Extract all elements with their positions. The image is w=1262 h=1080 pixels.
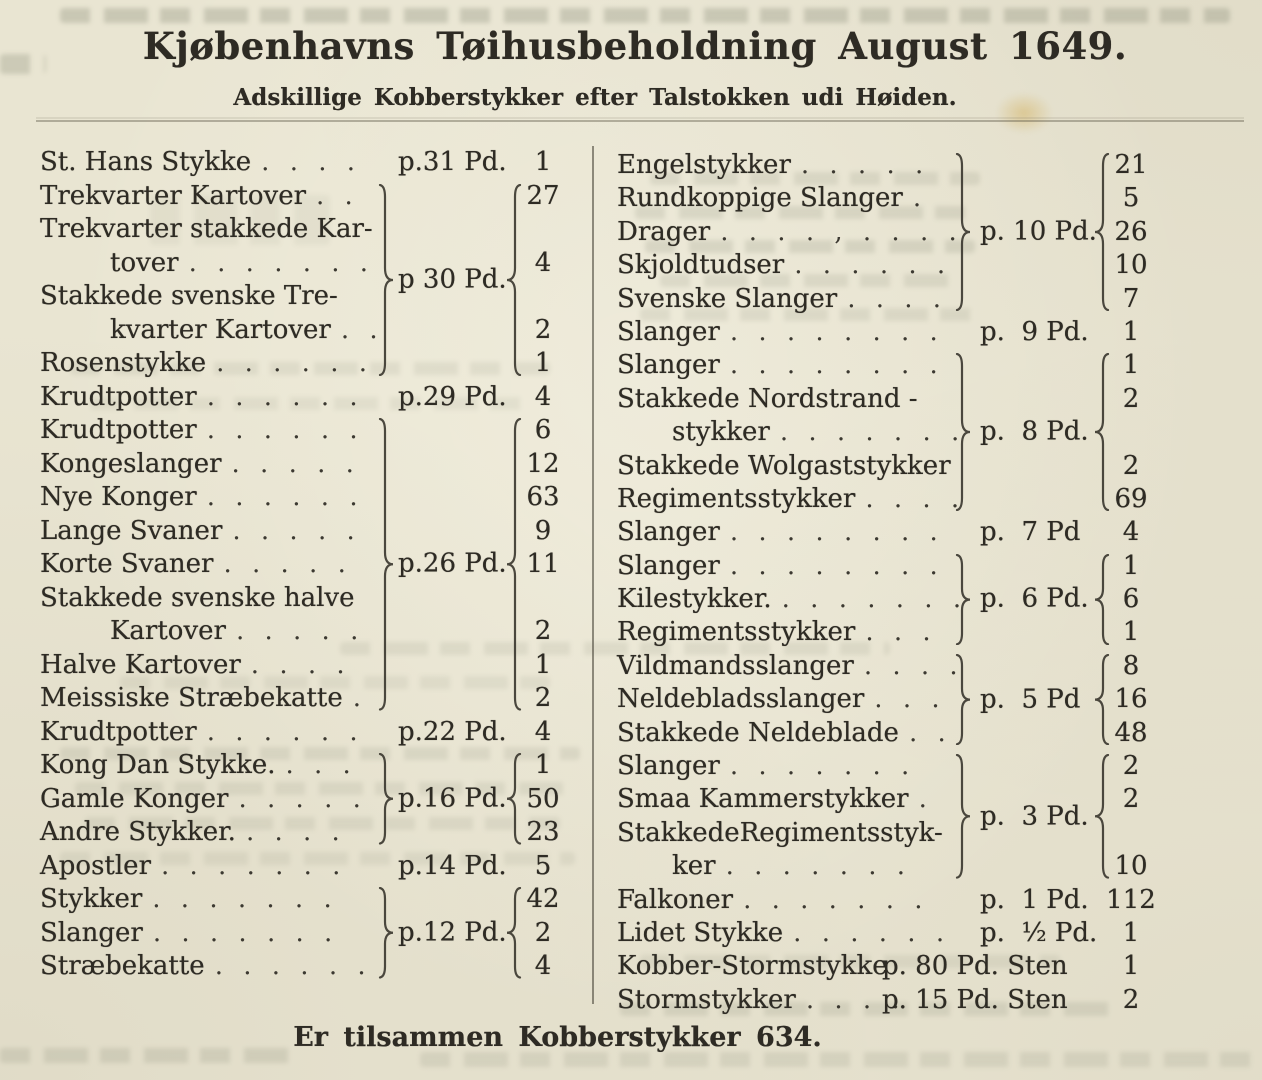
inventory-row [617, 650, 1217, 683]
leader-dots: . . . . . . [214, 951, 372, 981]
inventory-row [617, 149, 1217, 182]
opening-brace [506, 887, 522, 979]
item-name: Stakkede Neldeblade [617, 717, 899, 748]
count-value: 42 [526, 884, 560, 914]
item-name: Slanger [40, 917, 143, 948]
count-value: 23 [526, 817, 560, 847]
opening-brace [1094, 554, 1110, 645]
item-name: Svenske Slanger [617, 283, 838, 314]
count-value: 6 [534, 415, 552, 445]
leader-dots: . . . . [261, 147, 362, 177]
inventory-row [617, 416, 1217, 449]
pound-label: p. 6 Pd. [980, 583, 1089, 614]
count-value: 69 [1114, 483, 1148, 514]
leader-dots: . . . . [805, 984, 906, 1015]
item-name: Rundkoppige Slanger [617, 183, 903, 214]
bleed-through-smudge [420, 1052, 1260, 1067]
pound-label: p. 10 Pd. [980, 216, 1097, 247]
leader-dots: . . . . [245, 817, 346, 847]
count-value: 4 [534, 247, 552, 278]
inventory-row [617, 583, 1217, 616]
leader-dots: . . . . . . . [743, 884, 929, 915]
item-name: Slanger [617, 517, 720, 548]
pound-label: p. 8 Pd. [980, 416, 1089, 447]
leader-dots: . . . . . . . [161, 850, 347, 881]
inventory-row [617, 283, 1217, 316]
item-name: Slanger [617, 751, 720, 782]
count-value: 12 [526, 448, 560, 479]
count-value: 5 [534, 850, 552, 881]
leader-dots: . . . . . . [793, 917, 951, 948]
count-value: 1 [1122, 350, 1140, 381]
item-name: Stormstykker [617, 984, 796, 1015]
pound-label: p.14 Pd. [398, 850, 507, 881]
leader-dots: . . . . . [235, 616, 365, 646]
item-name: Regimentsstykker [617, 617, 856, 648]
count-value: 10 [1114, 250, 1148, 281]
leader-dots: . . . . , . . . . [720, 216, 963, 247]
count-value: 2 [534, 683, 552, 713]
inventory-row [40, 716, 593, 750]
count-value: 26 [1114, 216, 1148, 247]
inventory-row [617, 182, 1217, 215]
item-name: Smaa Kammerstykker [617, 784, 909, 815]
item-name: Stykker [40, 884, 143, 914]
count-value: 1 [1122, 951, 1140, 982]
item-name: Stræbekatte [40, 951, 205, 981]
closing-brace [955, 353, 971, 511]
item-name: Stakkede svenske Tre- [40, 281, 338, 311]
inventory-row [617, 817, 1217, 850]
table-column-left [40, 146, 593, 984]
inventory-row [617, 483, 1217, 516]
leader-dots: . . . . . . . [725, 851, 912, 882]
item-name: Lidet Stykke [617, 917, 784, 948]
item-name: Trekvarter Kartover [40, 180, 307, 211]
leader-dots: . . [908, 717, 952, 748]
item-name: Nye Konger [40, 482, 197, 512]
leader-dots: . . . . . [232, 515, 361, 546]
item-name: Slanger [617, 550, 720, 581]
page-title: Kjøbenhavns Tøihusbeholdning August 1649. [142, 24, 1128, 68]
count-value: 9 [534, 515, 552, 546]
count-value: 1 [1122, 917, 1140, 948]
item-name: tover [110, 247, 179, 278]
item-name: Andre Stykker. [40, 817, 236, 847]
leader-dots: . . . . . . . . [729, 517, 944, 548]
inventory-row [617, 984, 1217, 1017]
leader-dots: . . . . [250, 649, 351, 680]
inventory-row [617, 349, 1217, 382]
pound-label: p. 3 Pd. [980, 800, 1089, 831]
leader-dots: . [912, 183, 928, 214]
pound-label: p. 1 Pd. [980, 884, 1089, 915]
count-value: 8 [1122, 650, 1140, 681]
count-value: 2 [534, 917, 552, 948]
count-value: 4 [534, 951, 552, 981]
item-name: Slanger [617, 350, 720, 381]
opening-brace [506, 418, 522, 711]
pound-label: p.26 Pd. [398, 548, 507, 579]
item-name: St. Hans Stykke [40, 147, 252, 177]
count-value: 112 [1106, 884, 1156, 915]
opening-brace [1094, 754, 1110, 879]
inventory-row [617, 550, 1217, 583]
item-name: ker [672, 851, 716, 882]
inventory-row [617, 917, 1217, 950]
leader-dots: . . [316, 180, 359, 211]
count-value: 2 [1122, 450, 1140, 481]
inventory-row [40, 381, 593, 415]
leader-dots: . . . . . . . [781, 584, 968, 615]
count-value: 21 [1114, 150, 1148, 180]
count-value: 10 [1114, 851, 1148, 882]
pound-label: p.16 Pd. [398, 783, 507, 814]
count-value: 27 [526, 180, 560, 211]
item-name: Stakkede Nordstrand - [617, 383, 918, 414]
item-name: Kong Dan Stykke. [40, 750, 276, 780]
item-name: Meissiske Stræbekatte [40, 683, 343, 713]
pound-label: p. 80 Pd. Sten [882, 951, 1068, 982]
pound-label: p.22 Pd. [398, 716, 507, 747]
pound-label: p.12 Pd. [398, 917, 507, 948]
leader-dots: . . . . . . [206, 482, 364, 512]
count-value: 1 [1122, 316, 1140, 347]
leader-dots: . . [340, 314, 384, 345]
count-value: 2 [1122, 784, 1140, 815]
item-name: Stakkede Wolgaststykker [617, 450, 951, 481]
inventory-row [40, 146, 593, 180]
item-name: Regimentsstykker [617, 483, 856, 514]
count-value: 50 [526, 783, 560, 814]
opening-brace [506, 184, 522, 376]
leader-dots: . . . . . [223, 549, 352, 579]
leader-dots: . . . [285, 750, 357, 780]
leader-dots: . . . . [865, 483, 966, 514]
count-value: 5 [1122, 183, 1140, 214]
inventory-row [617, 750, 1217, 783]
inventory-row [617, 717, 1217, 750]
count-value: 2 [1122, 984, 1140, 1015]
item-name: Kilestykker. [617, 584, 772, 615]
count-value: 1 [534, 348, 552, 378]
leader-dots: . . . . . . [794, 250, 952, 281]
count-value: 1 [1122, 550, 1140, 581]
leader-dots: . . . . . [238, 783, 367, 814]
inventory-row [617, 616, 1217, 649]
table-column-right [617, 149, 1217, 1017]
inventory-row [617, 316, 1217, 349]
page-subtitle: Adskillige Kobberstykker efter Talstokken udi Høiden. [233, 84, 957, 111]
item-name: Falkoner [617, 884, 734, 915]
inventory-row [617, 216, 1217, 249]
closing-brace [378, 887, 394, 979]
pound-label: p. ½ Pd. [980, 917, 1098, 948]
leader-dots: . . . . . . . [188, 247, 375, 278]
opening-brace [506, 753, 522, 845]
item-name: Drager [617, 216, 711, 247]
leader-dots: . [918, 784, 933, 815]
count-value: 48 [1114, 717, 1148, 748]
inventory-row [617, 383, 1217, 416]
item-name: Lange Svaner [40, 515, 223, 546]
leader-dots: . . . . . . . [152, 884, 338, 914]
count-value: 4 [534, 381, 552, 412]
count-value: 2 [534, 616, 552, 646]
item-name: Engelstykker [617, 150, 791, 180]
item-name: Krudtpotter [40, 381, 197, 412]
item-name: stykker [672, 417, 770, 448]
closing-brace [955, 654, 971, 745]
item-name: kvarter Kartover [110, 314, 331, 345]
opening-brace [1094, 353, 1110, 511]
leader-dots: . . . [865, 617, 937, 648]
item-name: Slanger [617, 316, 720, 347]
closing-brace [378, 753, 394, 845]
leader-dots: . . . . . . [206, 381, 364, 412]
leader-dots: . . . . . . . . [729, 316, 944, 347]
item-name: Kartover [110, 616, 226, 646]
count-value: 2 [1122, 751, 1140, 782]
pound-label: p. 7 Pd [980, 517, 1081, 548]
title-rule [36, 120, 1244, 122]
count-value: 6 [1122, 584, 1140, 615]
inventory-row [617, 450, 1217, 483]
closing-brace [955, 754, 971, 879]
item-name: StakkedeRegimentsstyk- [617, 817, 943, 848]
leader-dots: . . . . . . [206, 415, 364, 445]
closing-brace [378, 418, 394, 711]
item-name: Krudtpotter [40, 716, 197, 747]
inventory-row [617, 884, 1217, 917]
count-value: 2 [534, 314, 552, 345]
inventory-row [617, 516, 1217, 549]
item-name: Skjoldtudser [617, 250, 785, 281]
leader-dots: . [352, 683, 368, 713]
opening-brace [1094, 654, 1110, 745]
count-value: 16 [1114, 684, 1148, 715]
count-value: 7 [1122, 283, 1140, 314]
inventory-row [617, 950, 1217, 983]
leader-dots: . . . . . . . [729, 751, 916, 782]
count-value: 1 [534, 649, 552, 680]
inventory-row [617, 249, 1217, 282]
pound-label: p. 5 Pd [980, 683, 1081, 714]
closing-brace [955, 153, 971, 311]
item-name: Vildmandsslanger [617, 650, 854, 681]
item-name: Kobber-Stormstykke [617, 951, 888, 982]
column-divider [592, 146, 594, 1004]
item-name: Krudtpotter [40, 415, 197, 445]
pound-label: p.29 Pd. [398, 381, 507, 412]
leader-dots: . . . . . . . . [729, 350, 944, 381]
count-value: 1 [534, 147, 552, 177]
item-name: Kongeslanger [40, 448, 222, 479]
count-value: 4 [1122, 517, 1140, 548]
item-name: Gamle Konger [40, 783, 229, 814]
count-value: 1 [534, 750, 552, 780]
count-value: 63 [526, 482, 560, 512]
count-value: 11 [526, 549, 560, 579]
leader-dots: . . . . [863, 650, 964, 681]
item-name: Trekvarter stakkede Kar- [40, 214, 373, 244]
pound-label: p.31 Pd. [398, 147, 507, 177]
inventory-row [617, 850, 1217, 883]
item-name: Halve Kartover [40, 649, 241, 680]
pound-label: p 30 Pd. [398, 263, 507, 294]
bleed-through-smudge [60, 8, 1230, 23]
inventory-row [617, 783, 1217, 816]
pound-label: p. 15 Pd. Sten [882, 984, 1068, 1015]
item-name: Apostler [40, 850, 151, 881]
closing-brace [955, 554, 971, 645]
leader-dots: . . . . . . [206, 716, 364, 747]
closing-brace [378, 184, 394, 376]
leader-dots: . . . [874, 684, 946, 715]
leader-dots: . . . . . . . [152, 917, 339, 948]
inventory-row [40, 850, 593, 884]
item-name: Stakkede svenske halve [40, 582, 355, 613]
total-line: Er tilsammen Kobberstykker 634. [293, 1022, 822, 1053]
leader-dots: . . . . [847, 283, 948, 314]
item-name: Rosenstykke [40, 348, 207, 378]
item-name: Korte Svaner [40, 549, 214, 579]
count-value: 1 [1122, 617, 1140, 648]
leader-dots: . . . . . . . . [729, 550, 944, 581]
leader-dots: . . . . . . [216, 348, 374, 378]
inventory-row [617, 683, 1217, 716]
leader-dots: . . . . . [231, 448, 360, 479]
count-value: 4 [534, 716, 552, 747]
leader-dots: . . . . . [800, 150, 930, 180]
item-name: Neldebladsslanger [617, 684, 865, 715]
leader-dots: . . . . . . . [779, 417, 966, 448]
bleed-through-smudge [0, 1048, 300, 1063]
count-value: 2 [1122, 383, 1140, 414]
pound-label: p. 9 Pd. [980, 316, 1089, 347]
